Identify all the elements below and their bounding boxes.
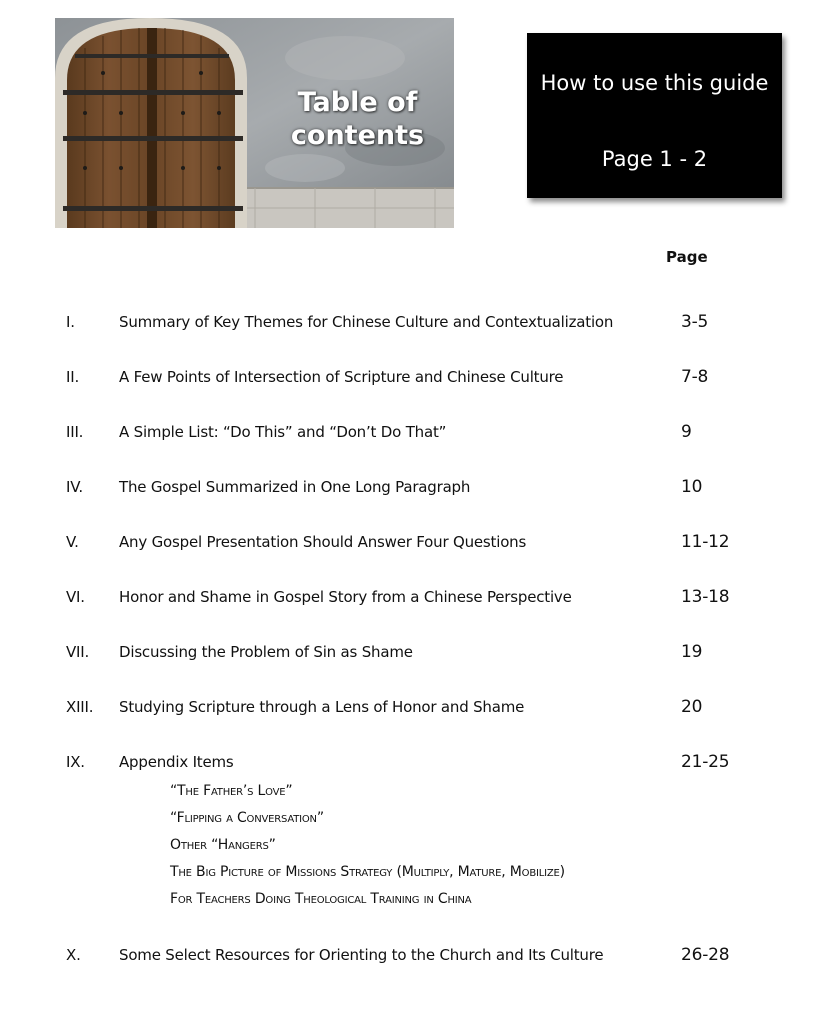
toc-entry-number: VI. bbox=[66, 588, 85, 606]
header-image bbox=[55, 18, 454, 228]
toc-entry bbox=[0, 751, 823, 781]
toc-entry-title: A Few Points of Intersection of Scripture and Chinese Culture bbox=[119, 368, 564, 386]
toc-entry-number: IV. bbox=[66, 478, 83, 496]
toc-entry bbox=[0, 641, 823, 671]
toc-entry-page: 9 bbox=[681, 422, 692, 442]
toc-entry-page: 11-12 bbox=[681, 532, 730, 552]
page-column-heading: Page bbox=[666, 248, 708, 266]
toc-entry-title: Discussing the Problem of Sin as Shame bbox=[119, 643, 413, 661]
how-to-use-guide-box bbox=[527, 33, 782, 198]
toc-entry-number: VII. bbox=[66, 643, 90, 661]
toc-entry-page: 21-25 bbox=[681, 752, 730, 772]
toc-entry bbox=[0, 421, 823, 451]
toc-entry bbox=[0, 944, 823, 974]
guide-box-title: How to use this guide bbox=[540, 71, 769, 95]
image-title-line1: Table of bbox=[297, 87, 418, 118]
toc-entry-title: Summary of Key Themes for Chinese Culture and Contextualization bbox=[119, 313, 614, 331]
toc-entry-number: IX. bbox=[66, 753, 85, 771]
toc-entry-number: XIII. bbox=[66, 698, 94, 716]
appendix-item: For Teachers Doing Theological Training in China bbox=[170, 891, 472, 907]
toc-entry-page: 13-18 bbox=[681, 587, 730, 607]
toc-entry-title: Some Select Resources for Orienting to the Church and Its Culture bbox=[119, 946, 604, 964]
toc-entry-page: 3-5 bbox=[681, 312, 709, 332]
appendix-item: “The Father’s Love” bbox=[170, 783, 293, 799]
toc-entry-title: Any Gospel Presentation Should Answer Four Questions bbox=[119, 533, 527, 551]
toc-entry bbox=[0, 696, 823, 726]
toc-entry-title: A Simple List: “Do This” and “Don’t Do That” bbox=[119, 423, 447, 441]
toc-entry bbox=[0, 586, 823, 616]
toc-entry-page: 10 bbox=[681, 477, 703, 497]
appendix-items-list bbox=[170, 778, 565, 913]
toc-entry bbox=[0, 366, 823, 396]
toc-entry-page: 7-8 bbox=[681, 367, 709, 387]
toc-entry bbox=[0, 531, 823, 561]
toc-entry-title: The Gospel Summarized in One Long Paragraph bbox=[119, 478, 471, 496]
image-title bbox=[270, 86, 445, 152]
toc-entry-number: II. bbox=[66, 368, 80, 386]
appendix-item: Other “Hangers” bbox=[170, 837, 276, 853]
toc-entry-title: Appendix Items bbox=[119, 753, 234, 771]
toc-entry-title: Honor and Shame in Gospel Story from a Chinese Perspective bbox=[119, 588, 572, 606]
toc-entry-number: X. bbox=[66, 946, 81, 964]
toc-entry-title: Studying Scripture through a Lens of Honor and Shame bbox=[119, 698, 525, 716]
toc-entry-number: III. bbox=[66, 423, 84, 441]
appendix-item: The Big Picture of Missions Strategy (Multiply, Mature, Mobilize) bbox=[170, 864, 565, 880]
toc-entry-page: 26-28 bbox=[681, 945, 730, 965]
toc-entry bbox=[0, 311, 823, 341]
image-title-line2: contents bbox=[290, 120, 425, 151]
toc-entry-number: V. bbox=[66, 533, 79, 551]
toc-entry-number: I. bbox=[66, 313, 75, 331]
guide-box-page: Page 1 - 2 bbox=[601, 147, 708, 171]
toc-entry bbox=[0, 476, 823, 506]
toc-entry-page: 19 bbox=[681, 642, 703, 662]
appendix-item: “Flipping a Conversation” bbox=[170, 810, 324, 826]
toc-entry-page: 20 bbox=[681, 697, 703, 717]
